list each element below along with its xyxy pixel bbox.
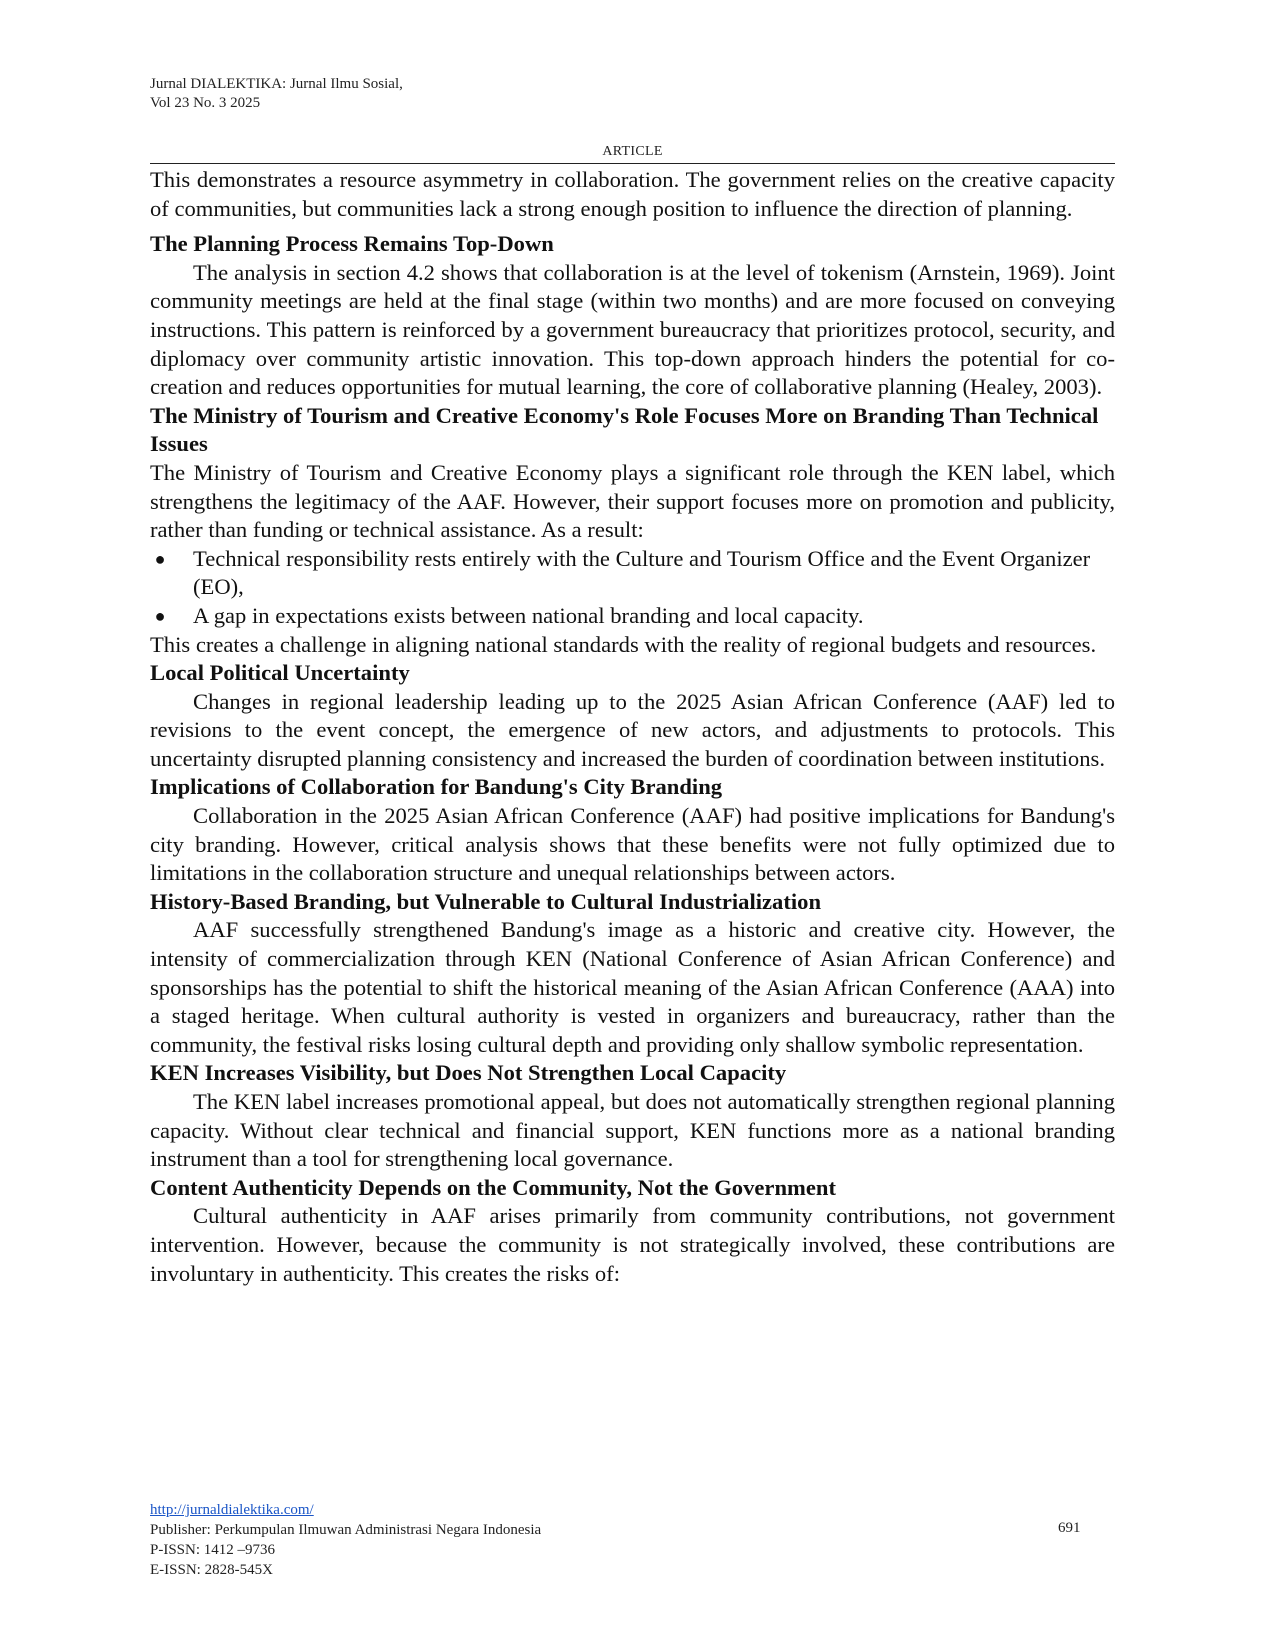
header-rule xyxy=(150,163,1115,164)
paragraph-branding-implications: Collaboration in the 2025 Asian African Conference (AAF) had positive implications for Bandung's city branding. However, critical analysis shows that these benefits were not fully optimized due to limitations in the collaboration structure and unequal relationships between actors. xyxy=(150,803,1115,886)
pissn-line: P-ISSN: 1412 –9736 xyxy=(150,1542,276,1558)
page-number: 691 xyxy=(1058,1520,1081,1536)
list-item xyxy=(150,602,1115,631)
article-body xyxy=(150,166,1115,1288)
running-header xyxy=(150,75,403,113)
heading-ken-visibility: KEN Increases Visibility, but Does Not Strengthen Local Capacity xyxy=(150,1060,787,1086)
bullet-list xyxy=(150,545,1115,631)
paragraph-staged-heritage: AAF successfully strengthened Bandung's image as a historic and creative city. However, the intensity of commercialization through KEN (National Conference of Asian African Conference) and sponsorships has the potential to shift the historical meaning of the Asian African Conference (AAA) into a staged heritage. When cultural authority is vested in organizers and bureaucracy, rather than the community, the festival risks losing cultural depth and providing only shallow symbolic representation. xyxy=(150,917,1115,1057)
paragraph-tokenism: The analysis in section 4.2 shows that collaboration is at the level of tokenism (Arnstein, 1969). Joint community meetings are held at the final stage (within two months) and are more focused on conveying instructions. This pattern is reinforced by a government bureaucracy that prioritizes protocol, security, and diplomacy over community artistic innovation. This top-down approach hinders the potential for co-creation and reduces opportunities for mutual learning, the core of collaborative planning (Healey, 2003). xyxy=(150,259,1115,400)
page-footer xyxy=(150,1500,1115,1580)
bullet-icon: ● xyxy=(154,605,166,626)
heading-ministry-role: The Ministry of Tourism and Creative Economy's Role Focuses More on Branding Than Technical Issues xyxy=(150,402,1099,457)
heading-city-branding: Implications of Collaboration for Bandung's City Branding xyxy=(150,774,723,800)
paragraph-ken-label: The KEN label increases promotional appeal, but does not automatically strengthen regional planning capacity. Without clear technical and financial support, KEN functions more as a national branding instrument than a tool for strengthening local governance. xyxy=(150,1089,1115,1172)
section-label: ARTICLE xyxy=(602,144,663,159)
list-item xyxy=(150,545,1115,602)
paragraph-resource-asymmetry: This demonstrates a resource asymmetry in collaboration. The government relies on the creative capacity of communities, but communities lack a strong enough position to influence the direction of planning. xyxy=(150,167,1115,221)
eissn-line: E-ISSN: 2828-545X xyxy=(150,1562,273,1578)
paragraph-ministry-support: The Ministry of Tourism and Creative Economy plays a significant role through the KEN label, which strengthens the legitimacy of the AAF. However, their support focuses more on promotion and publicity, rather than funding or technical assistance. As a result: xyxy=(150,459,1115,543)
publisher-line: Publisher: Perkumpulan Ilmuwan Administrasi Negara Indonesia xyxy=(150,1522,542,1538)
list-item-text: A gap in expectations exists between national branding and local capacity. xyxy=(193,602,864,628)
heading-political-uncertainty: Local Political Uncertainty xyxy=(150,660,410,686)
journal-title: Jurnal DIALEKTIKA: Jurnal Ilmu Sosial, xyxy=(150,76,403,92)
paragraph-cultural-authenticity: Cultural authenticity in AAF arises primarily from community contributions, not government intervention. However, because the community is not strategically involved, these contributions are involuntary in authenticity. This creates the risks of: xyxy=(150,1203,1115,1286)
heading-planning-top-down: The Planning Process Remains Top-Down xyxy=(150,231,554,257)
list-item-text: Technical responsibility rests entirely with the Culture and Tourism Office and the Event Organizer (EO), xyxy=(193,545,1091,600)
journal-url-link[interactable]: http://jurnaldialektika.com/ xyxy=(150,1502,314,1518)
journal-volume: Vol 23 No. 3 2025 xyxy=(150,95,261,111)
paragraph-alignment-challenge: This creates a challenge in aligning national standards with the reality of regional budgets and resources. xyxy=(150,631,1097,657)
heading-history-branding: History-Based Branding, but Vulnerable to Cultural Industrialization xyxy=(150,888,822,914)
heading-content-authenticity: Content Authenticity Depends on the Community, Not the Government xyxy=(150,1174,836,1200)
bullet-icon: ● xyxy=(154,548,166,569)
paragraph-leadership-changes: Changes in regional leadership leading up to the 2025 Asian African Conference (AAF) led to revisions to the event concept, the emergence of new actors, and adjustments to protocols. This uncertainty disrupted planning consistency and increased the burden of coordination between institutions. xyxy=(150,688,1115,771)
